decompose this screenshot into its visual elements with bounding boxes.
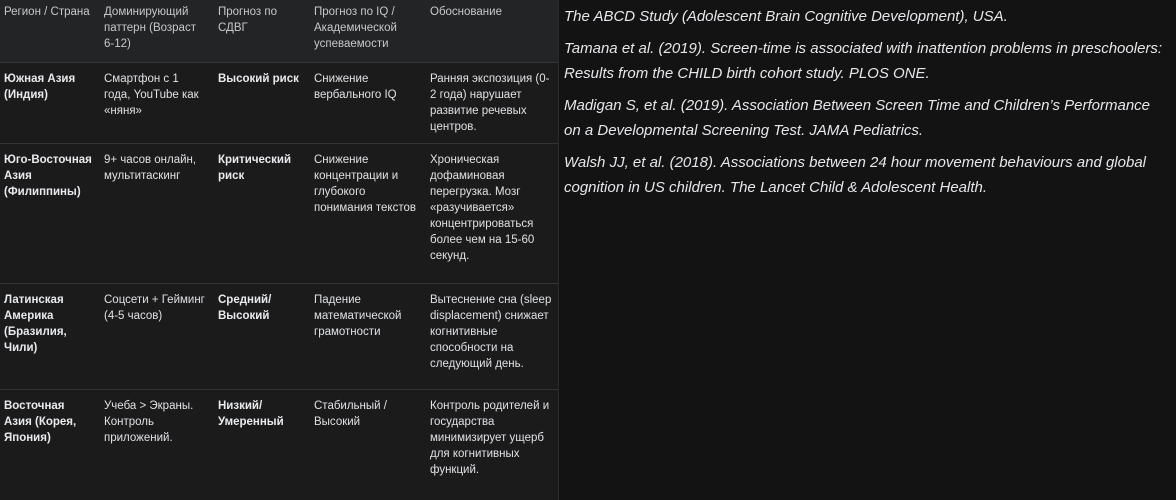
cell-iq: Стабильный / Высокий xyxy=(310,390,426,487)
header-reason: Обоснование xyxy=(430,6,502,18)
cell-adhd: Высокий риск xyxy=(214,63,310,144)
comparison-table xyxy=(0,0,558,486)
cell-region: Южная Азия (Индия) xyxy=(0,63,100,144)
cell-iq: Падение математической грамотности xyxy=(310,284,426,390)
table-row xyxy=(0,284,558,390)
comparison-table-panel xyxy=(0,0,558,500)
cell-pattern: Соцсети + Гейминг (4-5 часов) xyxy=(100,284,214,390)
cell-reason: Хроническая дофаминовая перегрузка. Мозг «разучивается» концентрироваться более чем на 15-60 секунд. xyxy=(426,144,558,284)
cell-pattern: Учеба > Экраны. Контроль приложений. xyxy=(100,390,214,487)
reference-item: Tamana et al. (2019). Screen-time is associated with inattention problems in preschoolers: Results from the CHILD birth cohort study. PLOS ONE. xyxy=(564,40,1163,82)
cell-reason: Ранняя экспозиция (0-2 года) нарушает развитие речевых центров. xyxy=(426,63,558,144)
table-header-row xyxy=(0,0,558,63)
reference-item: Madigan S, et al. (2019). Association Between Screen Time and Children’s Performance on a Developmental Screening Test. JAMA Pediatrics. xyxy=(564,97,1151,139)
cell-iq: Снижение вербального IQ xyxy=(310,63,426,144)
cell-reason: Контроль родителей и государства минимизирует ущерб для когнитивных функций. xyxy=(426,390,558,487)
header-iq: Прогноз по IQ / Академической успеваемости xyxy=(314,6,397,50)
cell-region: Восточная Азия (Корея, Япония) xyxy=(0,390,100,487)
header-region: Регион / Страна xyxy=(4,6,90,18)
cell-adhd: Средний/ Высокий xyxy=(214,284,310,390)
cell-pattern: Смартфон с 1 года, YouTube как «няня» xyxy=(100,63,214,144)
cell-pattern: 9+ часов онлайн, мультитаскинг xyxy=(100,144,214,284)
table-row xyxy=(0,144,558,284)
cell-adhd: Критический риск xyxy=(214,144,310,284)
references-list xyxy=(564,4,1168,207)
reference-item: The ABCD Study (Adolescent Brain Cognitive Development), USA. xyxy=(564,8,1008,25)
cell-region: Латинская Америка (Бразилия, Чили) xyxy=(0,284,100,390)
table-row xyxy=(0,390,558,487)
table-row xyxy=(0,63,558,144)
cell-iq: Снижение концентрации и глубокого понимания текстов xyxy=(310,144,426,284)
cell-reason: Вытеснение сна (sleep displacement) снижает когнитивные способности на следующий день. xyxy=(426,284,558,390)
cell-region: Юго-Восточная Азия (Филиппины) xyxy=(0,144,100,284)
reference-item: Walsh JJ, et al. (2018). Associations between 24 hour movement behaviours and global cognition in US children. The Lancet Child & Adolescent Health. xyxy=(564,154,1146,196)
header-adhd: Прогноз по СДВГ xyxy=(218,6,277,34)
header-pattern: Доминирующий паттерн (Возраст 6-12) xyxy=(104,6,196,50)
panel-divider xyxy=(558,0,559,500)
cell-adhd: Низкий/ Умеренный xyxy=(214,390,310,487)
